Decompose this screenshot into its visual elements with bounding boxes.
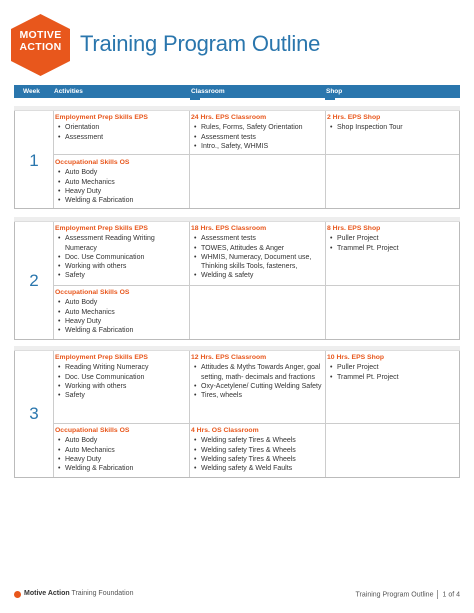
table-header xyxy=(14,85,460,98)
list-item: • Rules, Forms, Safety Orientation xyxy=(191,123,323,132)
classroom-cell xyxy=(191,113,323,151)
list-item: • Auto Mechanics xyxy=(55,178,187,187)
activities-cell xyxy=(55,426,187,473)
list-item: • Welding & Fabrication xyxy=(55,326,187,335)
footer-org-bold: Motive Action xyxy=(24,590,70,597)
week-block-1 xyxy=(14,110,460,209)
list-item: • Welding safety Tires & Wheels xyxy=(191,436,323,445)
cell-heading: 10 Hrs. EPS Shop xyxy=(327,354,385,361)
cell-heading: 12 Hrs. EPS Classroom xyxy=(191,354,267,361)
list-item: • Tires, wheels xyxy=(191,391,323,400)
list-item: • Doc. Use Communication xyxy=(55,253,187,262)
cell-heading: Occupational Skills OS xyxy=(55,159,130,166)
list-item: • Heavy Duty xyxy=(55,317,187,326)
cell-heading: 4 Hrs. OS Classroom xyxy=(191,427,259,434)
classroom-cell xyxy=(191,353,323,400)
header-activities: Activities xyxy=(54,88,83,95)
cell-heading: Employment Prep Skills EPS xyxy=(55,114,148,121)
footer-org-rest: Training Foundation xyxy=(69,590,134,597)
shop-cell xyxy=(327,353,459,382)
header-classroom: Classroom xyxy=(191,88,225,95)
cell-heading: Employment Prep Skills EPS xyxy=(55,354,148,361)
cell-heading: 18 Hrs. EPS Classroom xyxy=(191,225,267,232)
classroom-cell xyxy=(191,426,323,473)
footer-doc-title: Training Program Outline xyxy=(355,591,434,599)
activities-cell xyxy=(55,353,187,400)
logo-line-1: MOTIVE xyxy=(19,29,62,41)
activities-cell xyxy=(55,158,187,205)
motive-action-logo xyxy=(11,14,70,76)
cell-heading: Employment Prep Skills EPS xyxy=(55,225,148,232)
week-number: 3 xyxy=(29,404,39,423)
list-item: • Assessment tests xyxy=(191,133,323,142)
header-shop: Shop xyxy=(326,88,343,95)
list-item: • Heavy Duty xyxy=(55,455,187,464)
list-item: • Working with others xyxy=(55,262,187,271)
page-title: Training Program Outline xyxy=(80,31,321,56)
header-accent xyxy=(325,98,335,100)
footer-organization xyxy=(24,590,133,597)
list-item: • Auto Body xyxy=(55,436,187,445)
list-item: • Doc. Use Communication xyxy=(55,373,187,382)
list-item: • Safety xyxy=(55,271,187,280)
list-item: • TOWES, Attitudes & Anger xyxy=(191,244,323,253)
list-item: • Puller Project xyxy=(327,363,459,372)
cell-heading: 8 Hrs. EPS Shop xyxy=(327,225,381,232)
list-item: • Welding & Fabrication xyxy=(55,464,187,473)
week-block-3 xyxy=(14,350,460,478)
activities-cell xyxy=(55,224,187,281)
list-item: • Trammel Pt. Project xyxy=(327,373,459,382)
header-accent xyxy=(190,98,200,100)
list-item: • Puller Project xyxy=(327,234,459,243)
list-item: • WHMIS, Numeracy, Document use, Thinking skills Tools, fasteners, xyxy=(191,253,323,272)
classroom-cell xyxy=(191,224,323,281)
list-item: • Attitudes & Myths Towards Anger, goal setting, math- decimals and fractions xyxy=(191,363,323,382)
week-number: 2 xyxy=(29,271,39,290)
activities-cell xyxy=(55,288,187,335)
shop-cell xyxy=(327,224,459,253)
orange-dot-icon xyxy=(14,591,21,598)
logo-line-2: ACTION xyxy=(19,41,62,53)
cell-heading: Occupational Skills OS xyxy=(55,289,130,296)
list-item: • Auto Body xyxy=(55,168,187,177)
list-item: • Assessment tests xyxy=(191,234,323,243)
list-item: • Assessment xyxy=(55,133,187,142)
list-item: • Shop Inspection Tour xyxy=(327,123,459,132)
list-item: • Safety xyxy=(55,391,187,400)
week-block-2 xyxy=(14,221,460,340)
list-item: • Welding safety Tires & Wheels xyxy=(191,446,323,455)
list-item: • Auto Mechanics xyxy=(55,446,187,455)
cell-heading: 2 Hrs. EPS Shop xyxy=(327,114,381,121)
list-item: • Orientation xyxy=(55,123,187,132)
list-item: • Heavy Duty xyxy=(55,187,187,196)
list-item: • Intro., Safety, WHMIS xyxy=(191,142,323,151)
week-number: 1 xyxy=(29,151,39,170)
footer-divider xyxy=(437,590,438,599)
activities-cell xyxy=(55,113,187,142)
list-item: • Trammel Pt. Project xyxy=(327,244,459,253)
list-item: • Welding & safety xyxy=(191,271,323,280)
cell-heading: 24 Hrs. EPS Classroom xyxy=(191,114,267,121)
list-item: • Auto Mechanics xyxy=(55,308,187,317)
list-item: • Auto Body xyxy=(55,298,187,307)
header-week: Week xyxy=(23,88,40,95)
list-item: • Welding safety & Weld Faults xyxy=(191,464,323,473)
shop-cell xyxy=(327,113,459,133)
list-item: • Assessment Reading Writing Numeracy xyxy=(55,234,187,253)
footer-right xyxy=(356,590,460,599)
list-item: • Welding & Fabrication xyxy=(55,196,187,205)
list-item: • Working with others xyxy=(55,382,187,391)
list-item: • Welding safety Tires & Wheels xyxy=(191,455,323,464)
cell-heading: Occupational Skills OS xyxy=(55,427,130,434)
list-item: • Oxy-Acetylene/ Cutting Welding Safety xyxy=(191,382,323,391)
list-item: • Reading Writing Numeracy xyxy=(55,363,187,372)
page-number: 1 of 4 xyxy=(442,591,460,599)
